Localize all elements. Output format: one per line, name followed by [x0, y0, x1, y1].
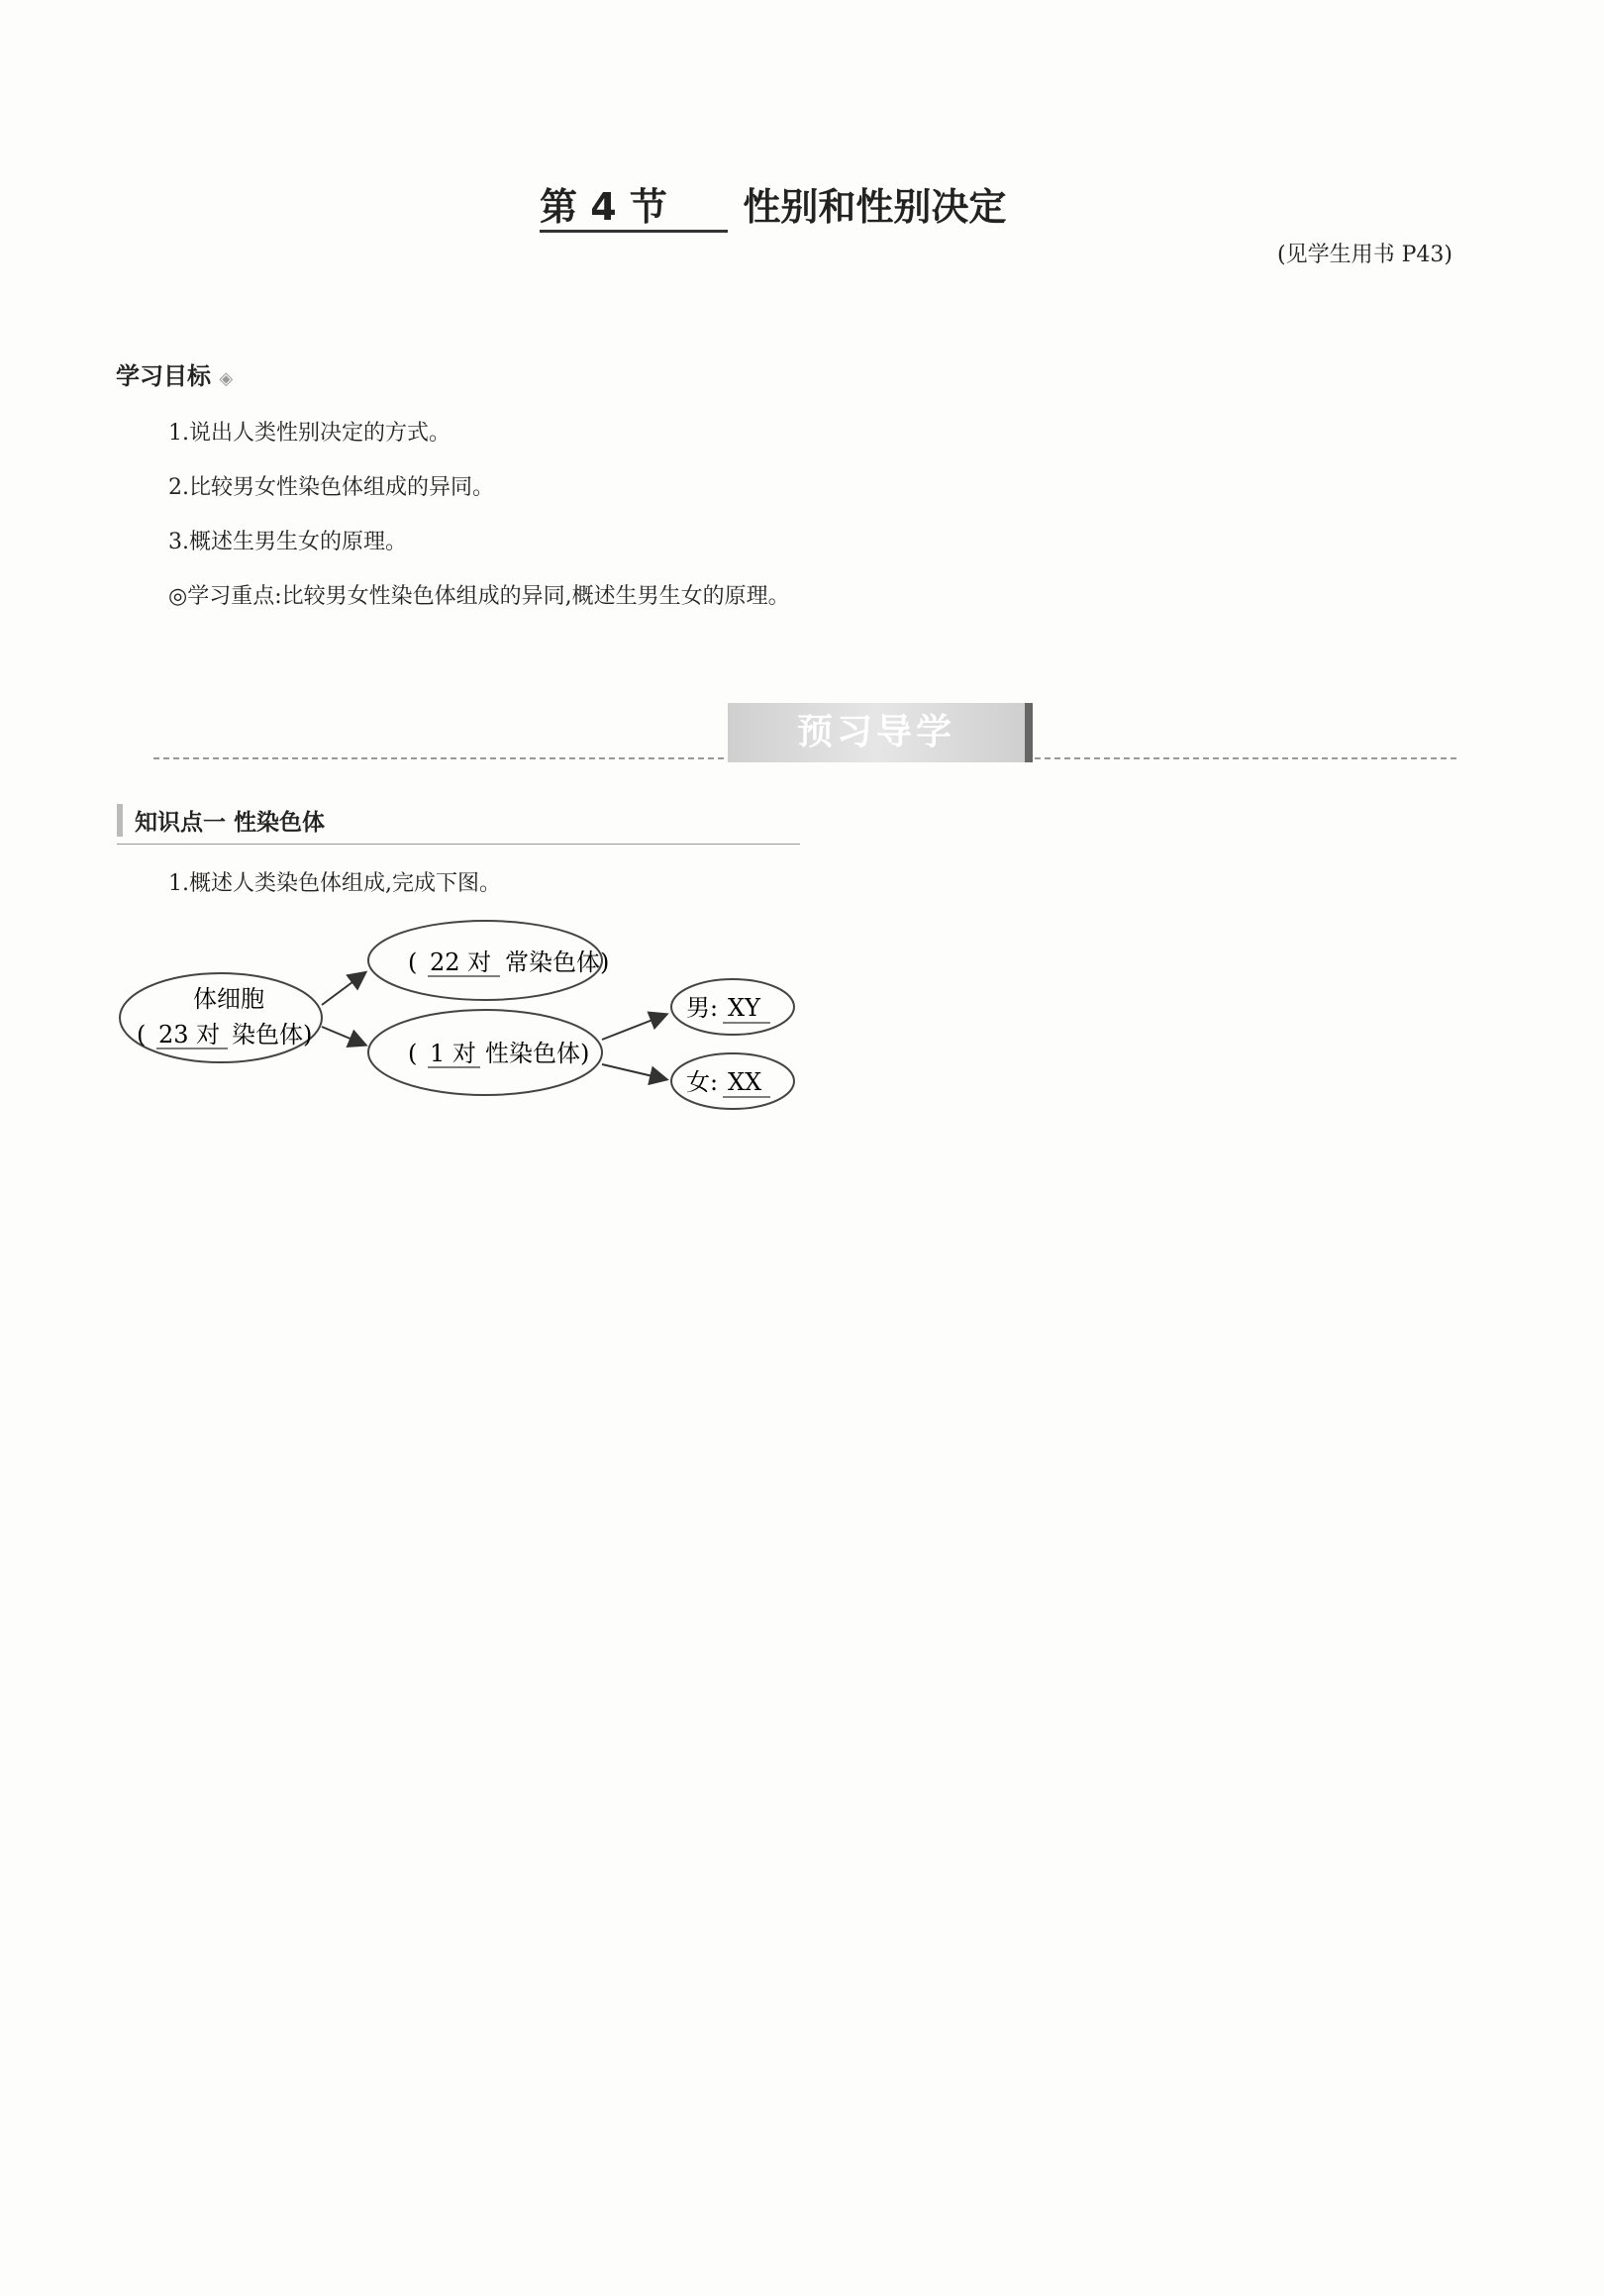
auto-open: (: [408, 948, 418, 976]
book-reference: (见学生用书 P43): [1277, 243, 1453, 267]
diamond-icon: ◈: [219, 368, 234, 389]
objective-item: 2.比较男女性染色体组成的异同。: [168, 475, 494, 500]
kp1-question-1: 1.概述人类染色体组成,完成下图。: [168, 871, 501, 896]
male-answer: XY: [728, 994, 760, 1022]
section-name: 性别和性别决定: [743, 185, 1007, 229]
section-title: [540, 176, 1094, 231]
total-answer: 23 对: [158, 1021, 221, 1048]
preview-band-title: 预习导学: [728, 703, 1033, 762]
chromosome-diagram: [109, 916, 822, 1124]
sex-answer: 1 对: [430, 1040, 476, 1067]
female-label: 女:: [686, 1068, 719, 1096]
total-text: 染色体): [232, 1021, 313, 1048]
objective-key: ◎学习重点:比较男女性染色体组成的异同,概述生男生女的原理。: [168, 584, 790, 609]
female-answer: XX: [728, 1068, 762, 1096]
body-cell-label: 体细胞: [193, 985, 264, 1013]
auto-text: 常染色体): [505, 948, 610, 976]
kp1-heading: 知识点一 性染色体: [117, 804, 325, 837]
objective-item: 1.说出人类性别决定的方式。: [168, 421, 451, 446]
objectives-heading-text: 学习目标: [116, 362, 211, 390]
male-label: 男:: [686, 994, 719, 1022]
title-underline: [540, 230, 728, 233]
objective-item: 3.概述生男生女的原理。: [168, 530, 407, 554]
auto-answer: 22 对: [430, 948, 492, 976]
sex-text: 性染色体): [485, 1040, 590, 1067]
objectives-heading: [116, 356, 233, 391]
kp1-underline: [117, 844, 800, 845]
total-open: (: [137, 1021, 147, 1048]
section-number: 第 4 节: [540, 185, 667, 229]
sex-open: (: [408, 1040, 418, 1067]
